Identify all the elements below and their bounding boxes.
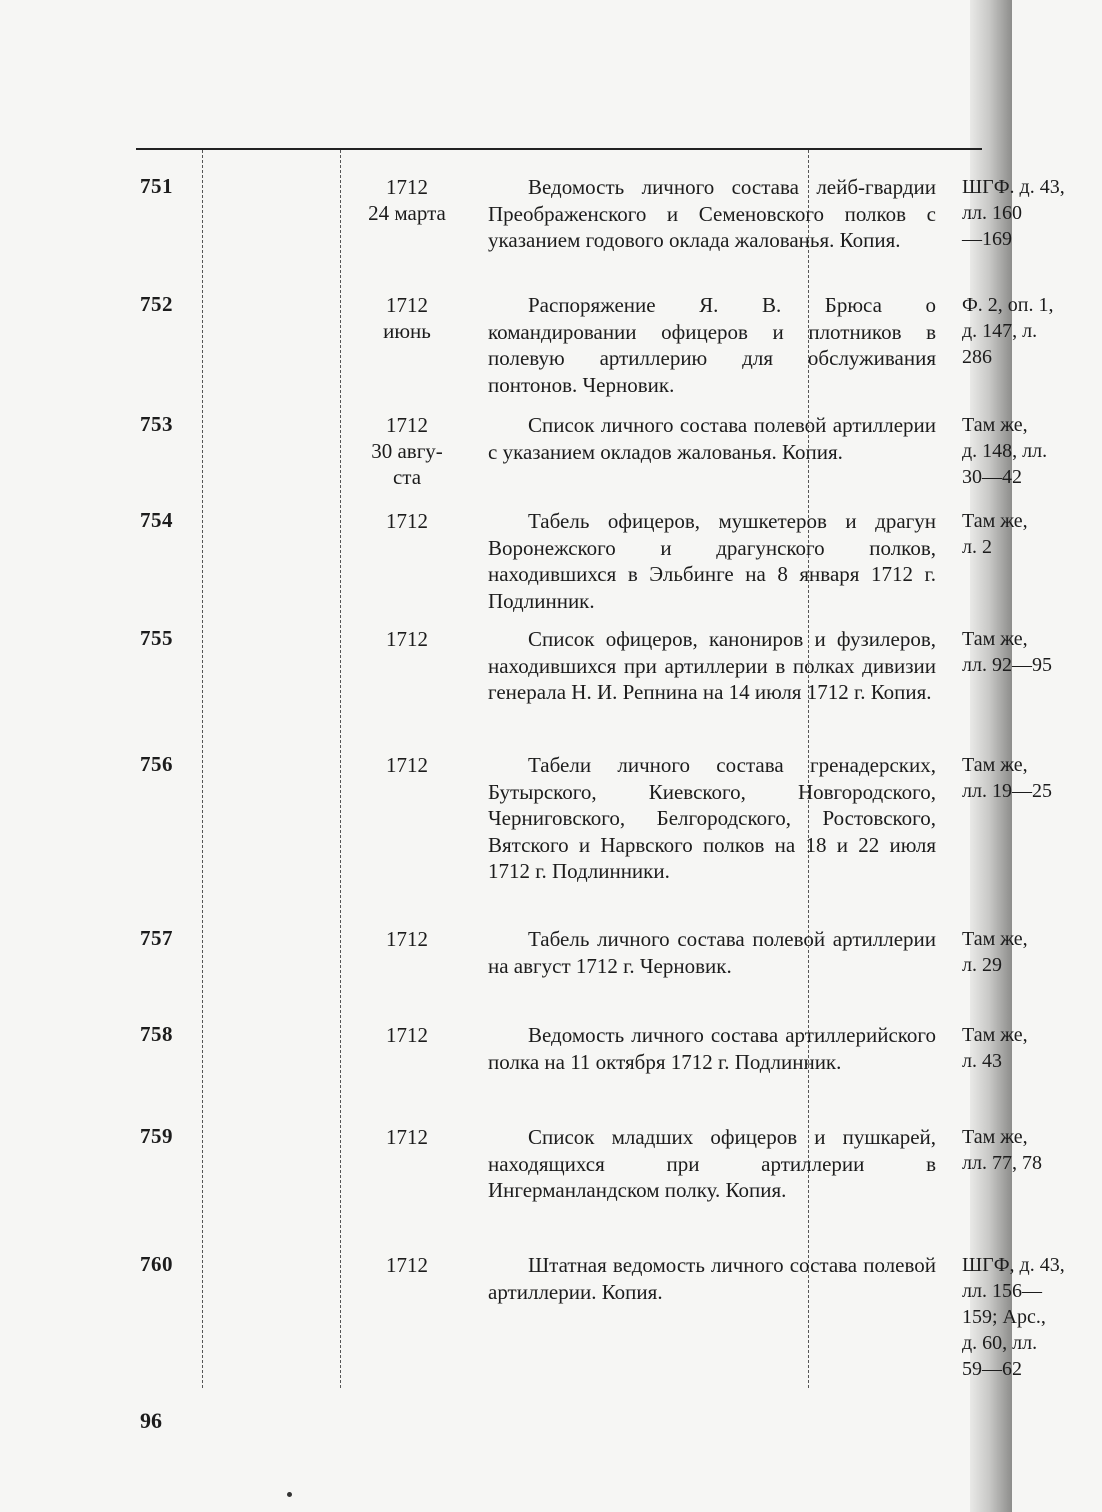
entry-number: 756 bbox=[140, 752, 173, 776]
print-speck bbox=[287, 1492, 292, 1497]
column-divider-1 bbox=[202, 150, 203, 1388]
entry-number: 755 bbox=[140, 626, 173, 650]
entry-number: 753 bbox=[140, 412, 173, 436]
entry-date: 1712 июнь bbox=[383, 293, 431, 343]
entry-archive-reference: Там же, лл. 77, 78 bbox=[962, 1126, 1042, 1174]
entry-description: Список личного состава полевой артиллерии с указанием окладов жалованья. Копия. bbox=[488, 413, 936, 464]
entry-number: 760 bbox=[140, 1252, 173, 1276]
entry-description: Ведомость личного состава артиллерийского полка на 11 октября 1712 г. Подлинник. bbox=[488, 1023, 936, 1074]
entry-date: 1712 bbox=[386, 753, 428, 777]
entry-date: 1712 bbox=[386, 1253, 428, 1277]
entry-archive-reference: ШГФ. д. 43, лл. 160 —169 bbox=[962, 176, 1065, 250]
entry-date: 1712 bbox=[386, 1125, 428, 1149]
entry-number: 759 bbox=[140, 1124, 173, 1148]
entry-archive-reference: Там же, лл. 92—95 bbox=[962, 628, 1052, 676]
entry-description: Табель личного состава полевой артиллерии на август 1712 г. Черновик. bbox=[488, 927, 936, 978]
entry-date: 1712 bbox=[386, 1023, 428, 1047]
entry-archive-reference: Там же, д. 148, лл. 30—42 bbox=[962, 414, 1048, 488]
entry-date: 1712 24 марта bbox=[368, 175, 446, 225]
page-number: 96 bbox=[140, 1408, 162, 1433]
entry-number: 758 bbox=[140, 1022, 173, 1046]
entry-archive-reference: Там же, л. 29 bbox=[962, 928, 1028, 976]
entry-archive-reference: Ф. 2, оп. 1, д. 147, л. 286 bbox=[962, 294, 1054, 368]
entry-archive-reference: Там же, лл. 19—25 bbox=[962, 754, 1052, 802]
entry-date: 1712 30 авгу- ста bbox=[371, 413, 443, 489]
entry-description: Штатная ведомость личного состава полевой артиллерии. Копия. bbox=[488, 1253, 936, 1304]
entry-archive-reference: Там же, л. 43 bbox=[962, 1024, 1028, 1072]
column-divider-2 bbox=[340, 150, 341, 1388]
entry-number: 752 bbox=[140, 292, 173, 316]
entry-date: 1712 bbox=[386, 627, 428, 651]
entry-date: 1712 bbox=[386, 509, 428, 533]
entry-archive-reference: Там же, л. 2 bbox=[962, 510, 1028, 558]
entry-description: Табели личного состава гренадерских, Бутырского, Киевского, Новгородского, Черниговского, Белгородского, Ростовского, Вятского и Нарвского полков на 18 и 22 июля 1712 г. Подлинники. bbox=[488, 753, 936, 883]
entry-description: Табель офицеров, мушкетеров и драгун Воронежского и драгунского полков, находившихся в Эльбинге на 8 января 1712 г. Подлинник. bbox=[488, 509, 936, 613]
entry-date: 1712 bbox=[386, 927, 428, 951]
entry-number: 751 bbox=[140, 174, 173, 198]
entry-number: 757 bbox=[140, 926, 173, 950]
entry-number: 754 bbox=[140, 508, 173, 532]
entry-archive-reference: ШГФ, д. 43, лл. 156— 159; Арс., д. 60, лл. 59—62 bbox=[962, 1254, 1065, 1380]
entry-description: Распоряжение Я. В. Брюса о командировании офицеров и плотников в полевую артиллерию для обслуживания понтонов. Черновик. bbox=[488, 293, 936, 397]
table-top-rule bbox=[136, 148, 982, 150]
entry-description: Список младших офицеров и пушкарей, находящихся при артиллерии в Ингерманландском полку. Копия. bbox=[488, 1125, 936, 1202]
entry-description: Ведомость личного состава лейб-гвардии Преображенского и Семеновского полков с указанием годового оклада жалованья. Копия. bbox=[488, 175, 936, 252]
entry-description: Список офицеров, канониров и фузилеров, находившихся при артиллерии в полках дивизии генерала Н. И. Репнина на 14 июля 1712 г. Копия. bbox=[488, 627, 936, 704]
